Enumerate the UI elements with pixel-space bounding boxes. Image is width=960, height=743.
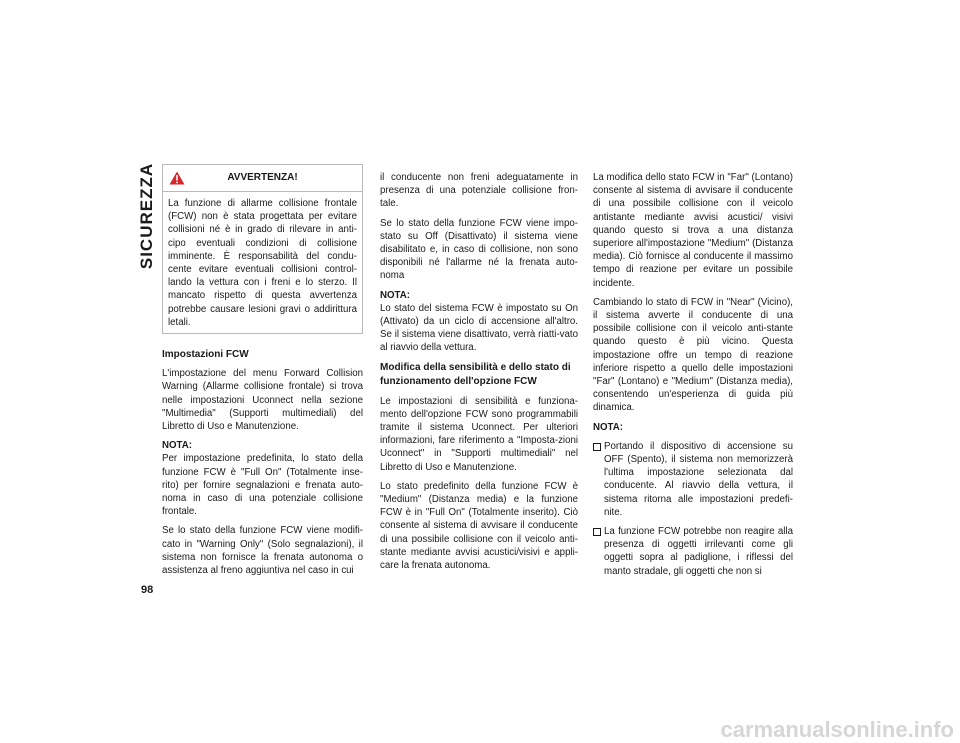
note-text: Per impostazione predefinita, lo stato della funzione FCW è "Full On" (Totalmente inse-rito) per fornire segnalazioni e frenata auto-noma in caso di una potenziale collisione frontale.: [162, 453, 363, 518]
note: [162, 439, 363, 518]
list-item-text: La funzione FCW potrebbe non reagire alla presenza di oggetti irrilevanti come gli oggetti sopra al padiglione, i riflessi del manto stradale, gli oggetti che non si: [604, 526, 793, 577]
paragraph: il conducente non freni adeguatamente in presenza di una potenziale collisione fron-tale.: [380, 172, 578, 210]
page-number: 98: [141, 584, 154, 596]
warning-text: La funzione di allarme collisione frontale (FCW) non è stata progettata per evitare collisioni né è in grado di rilevare in anti-cipo eventuali condizioni di collisione imminente. È responsabilità del condu-cente evitare eventuali collisioni control-lando la vettura con i freni e lo sterzo. Il mancato rispetto di questa avvertenza potrebbe causare lesioni gravi o addirittura letali.: [168, 198, 357, 328]
paragraph: La modifica dello stato FCW in "Far" (Lontano) consente al sistema di avvisare il conducente di una possibile collisione con il veicolo antistante mediante avvisi acustici/ visivi quando questo si trova a una distanza superiore all'impostazione "Medium" (Distanza media). Ciò fornisce al conducente il massimo tempo di reazione per evitare un possibile incidente.: [593, 172, 793, 289]
paragraph: Lo stato predefinito della funzione FCW è "Medium" (Distanza media) e la funzione FCW è in "Full On" (Totalmente inserito). Ciò consente al sistema di avvisare il conducente di una possibile collisione con il veicolo anti-stante mediante avvisi acustici/visivi e appli-care la frenata autonoma.: [380, 480, 578, 572]
list-item: [593, 525, 793, 578]
watermark-text: carmanualsonline.info: [720, 717, 954, 742]
list-item: [593, 440, 793, 519]
warning-body: [163, 192, 362, 333]
warning-box: [162, 164, 363, 334]
column-3: [593, 171, 793, 584]
warning-title: AVVERTENZA!: [227, 172, 298, 184]
note-label: NOTA:: [380, 289, 410, 301]
paragraph: Le impostazioni di sensibilità e funziona-mento dell'opzione FCW sono programmabili tramite il sistema Uconnect. Per ulteriori informazioni, fare riferimento a "Imposta-zioni Uconnect" in "Supporti multimediali" nel Libretto di Uso e Manutenzione.: [380, 395, 578, 473]
paragraph: Se lo stato della funzione FCW viene impo-stato su Off (Disattivato) il sistema viene disabilitato e, in caso di collisione, non sono disponibili né l'allarme né la frenata auto-noma: [380, 217, 578, 282]
paragraph: L'impostazione del menu Forward Collision Warning (Allarme collisione frontale) si trova nelle impostazioni Uconnect nella sezione "Multimedia" (Supporti multimediali) del Libretto di Uso e Manutenzione.: [162, 368, 363, 433]
paragraph: Se lo stato della funzione FCW viene modifi-cato in "Warning Only" (Solo segnalazioni), il sistema non fornisce la frenata autonoma o assistenza al freno aggiuntiva nel caso in cui: [162, 525, 363, 577]
bullet-list: [593, 440, 793, 578]
section-heading: Modifica della sensibilità e dello stato di funzionamento dell'opzione FCW: [380, 361, 571, 387]
section-title-text: SICUREZZA: [137, 162, 156, 270]
note: [593, 421, 793, 434]
note: [380, 289, 578, 355]
section-title: [134, 162, 160, 270]
checkbox-bullet-icon: [593, 443, 601, 451]
column-2: [380, 171, 578, 578]
note-label: NOTA:: [162, 440, 192, 452]
checkbox-bullet-icon: [593, 528, 601, 536]
paragraph: Cambiando lo stato di FCW in "Near" (Vicino), il sistema avverte il conducente di una possibile collisione con il veicolo anti-stante quando questo è più vicino. Questa impostazione offre un tempo di reazione inferiore rispetto a quello delle impostazioni "Far" (Lontano) e "Medium" (Distanza media), consentendo un'esperienza di guida più dinamica.: [593, 296, 793, 414]
watermark: [0, 718, 960, 742]
warning-header: [163, 165, 362, 192]
column-1: [162, 164, 363, 583]
note-text: Lo stato del sistema FCW è impostato su On (Attivato) da un ciclo di accensione all'altro. Se il sistema viene disattivato, verrà riatti-vato al riavvio della vettura.: [380, 302, 578, 354]
section-heading: Impostazioni FCW: [162, 349, 249, 361]
warning-triangle-icon: [169, 171, 185, 185]
note-label: NOTA:: [593, 421, 623, 433]
list-item-text: Portando il dispositivo di accensione su OFF (Spento), il sistema non memorizzerà l'ultima impostazione selezionata dal conducente. Al riavvio della vettura, il sistema ritorna alle impostazioni predefi-nite.: [604, 440, 793, 518]
